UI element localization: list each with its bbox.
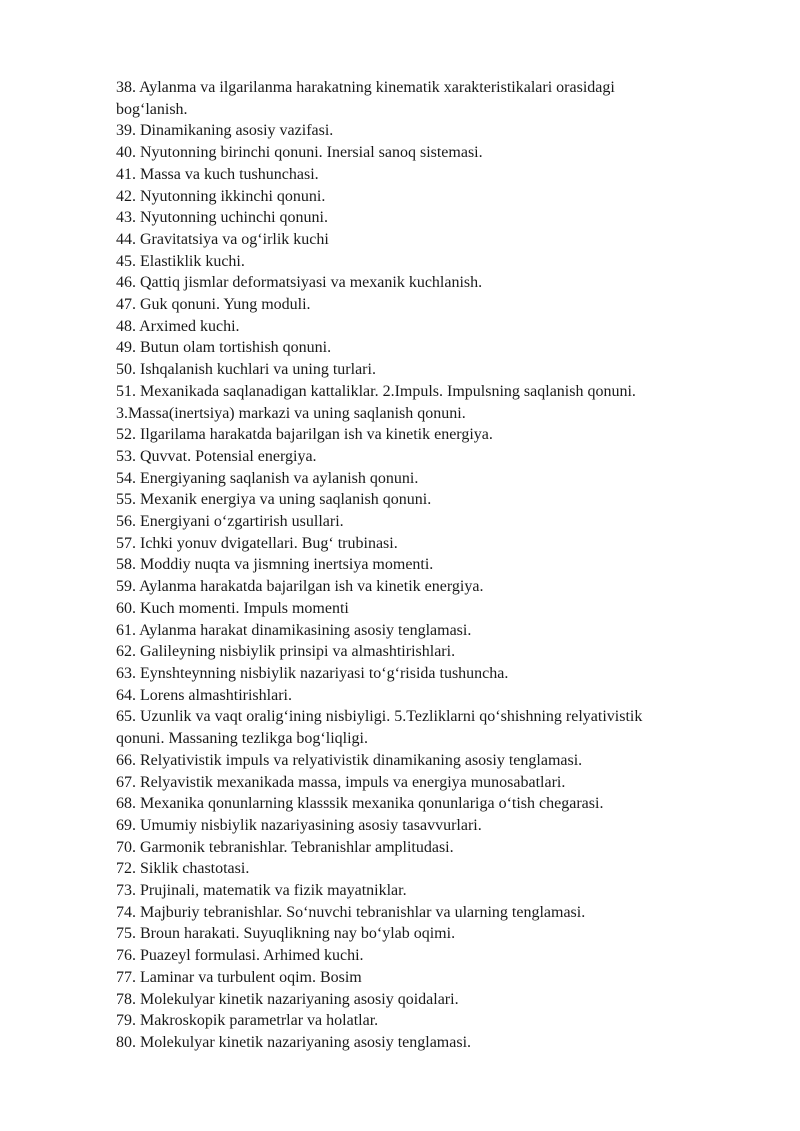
list-line: 40. Nyutonning birinchi qonuni. Inersial sanoq sistemasi.	[116, 144, 483, 162]
list-line: 70. Garmonik tebranishlar. Tebranishlar amplitudasi.	[116, 838, 454, 856]
list-line: 75. Broun harakati. Suyuqlikning nay bo‘ylab oqimi.	[116, 925, 456, 943]
list-line: 68. Mexanika qonunlarning klasssik mexanika qonunlariga o‘tish chegarasi.	[116, 795, 604, 813]
list-line: bog‘lanish.	[116, 100, 188, 118]
list-line: 54. Energiyaning saqlanish va aylanish qonuni.	[116, 469, 419, 487]
list-line: 38. Aylanma va ilgarilanma harakatning kinematik xarakteristikalari orasidagi	[116, 79, 615, 96]
list-line: 56. Energiyani o‘zgartirish usullari.	[116, 513, 344, 531]
list-line: 72. Siklik chastotasi.	[116, 860, 250, 878]
list-line: qonuni. Massaning tezlikga bog‘liqligi.	[116, 730, 368, 748]
list-line: 62. Galileyning nisbiylik prinsipi va almashtirishlari.	[116, 643, 456, 661]
list-line: 74. Majburiy tebranishlar. So‘nuvchi tebranishlar va ularning tenglamasi.	[116, 903, 586, 921]
list-line: 67. Relyavistik mexanikada massa, impuls va energiya munosabatlari.	[116, 773, 566, 791]
list-line: 77. Laminar va turbulent oqim. Bosim	[116, 968, 362, 986]
list-line: 39. Dinamikaning asosiy vazifasi.	[116, 122, 334, 140]
list-line: 80. Molekulyar kinetik nazariyaning asosiy tenglamasi.	[116, 1033, 472, 1051]
list-line: 61. Aylanma harakat dinamikasining asosiy tenglamasi.	[116, 621, 472, 639]
list-line: 58. Moddiy nuqta va jismning inertsiya momenti.	[116, 556, 434, 574]
list-line: 65. Uzunlik va vaqt oralig‘ining nisbiyligi. 5.Tezliklarni qo‘shishning relyativistik	[116, 708, 643, 726]
list-line: 69. Umumiy nisbiylik nazariyasining asosiy tasavvurlari.	[116, 816, 482, 834]
list-line: 44. Gravitatsiya va og‘irlik kuchi	[116, 230, 329, 248]
list-line: 52. Ilgarilama harakatda bajarilgan ish va kinetik energiya.	[116, 426, 493, 444]
list-line: 51. Mexanikada saqlanadigan kattaliklar. 2.Impuls. Impulsning saqlanish qonuni.	[116, 382, 636, 400]
list-line: 42. Nyutonning ikkinchi qonuni.	[116, 187, 326, 205]
list-line: 55. Mexanik energiya va uning saqlanish qonuni.	[116, 491, 432, 509]
list-line: 73. Prujinali, matematik va fizik mayatniklar.	[116, 882, 407, 900]
list-line: 43. Nyutonning uchinchi qonuni.	[116, 209, 328, 227]
list-line: 3.Massa(inertsiya) markazi va uning saqlanish qonuni.	[116, 404, 466, 422]
list-line: 53. Quvvat. Potensial energiya.	[116, 447, 317, 465]
list-line: 59. Aylanma harakatda bajarilgan ish va kinetik energiya.	[116, 578, 484, 596]
list-line: 60. Kuch momenti. Impuls momenti	[116, 599, 349, 617]
list-line: 79. Makroskopik parametrlar va holatlar.	[116, 1012, 379, 1030]
list-line: 63. Eynshteynning nisbiylik nazariyasi to‘g‘risida tushuncha.	[116, 664, 509, 682]
list-line: 76. Puazeyl formulasi. Arhimed kuchi.	[116, 947, 364, 965]
list-line: 47. Guk qonuni. Yung moduli.	[116, 296, 311, 314]
list-line: 57. Ichki yonuv dvigatellari. Bug‘ trubinasi.	[116, 534, 398, 552]
list-line: 46. Qattiq jismlar deformatsiyasi va mexanik kuchlanish.	[116, 274, 483, 292]
list-line: 48. Arximed kuchi.	[116, 317, 240, 335]
list-line: 45. Elastiklik kuchi.	[116, 252, 245, 270]
list-line: 78. Molekulyar kinetik nazariyaning asosiy qoidalari.	[116, 990, 459, 1008]
list-line: 49. Butun olam tortishish qonuni.	[116, 339, 332, 357]
list-line: 41. Massa va kuch tushunchasi.	[116, 165, 319, 183]
list-line: 66. Relyativistik impuls va relyativistik dinamikaning asosiy tenglamasi.	[116, 751, 583, 769]
list-line: 50. Ishqalanish kuchlari va uning turlari.	[116, 361, 376, 379]
list-line: 64. Lorens almashtirishlari.	[116, 686, 292, 704]
document-page	[116, 77, 746, 1054]
